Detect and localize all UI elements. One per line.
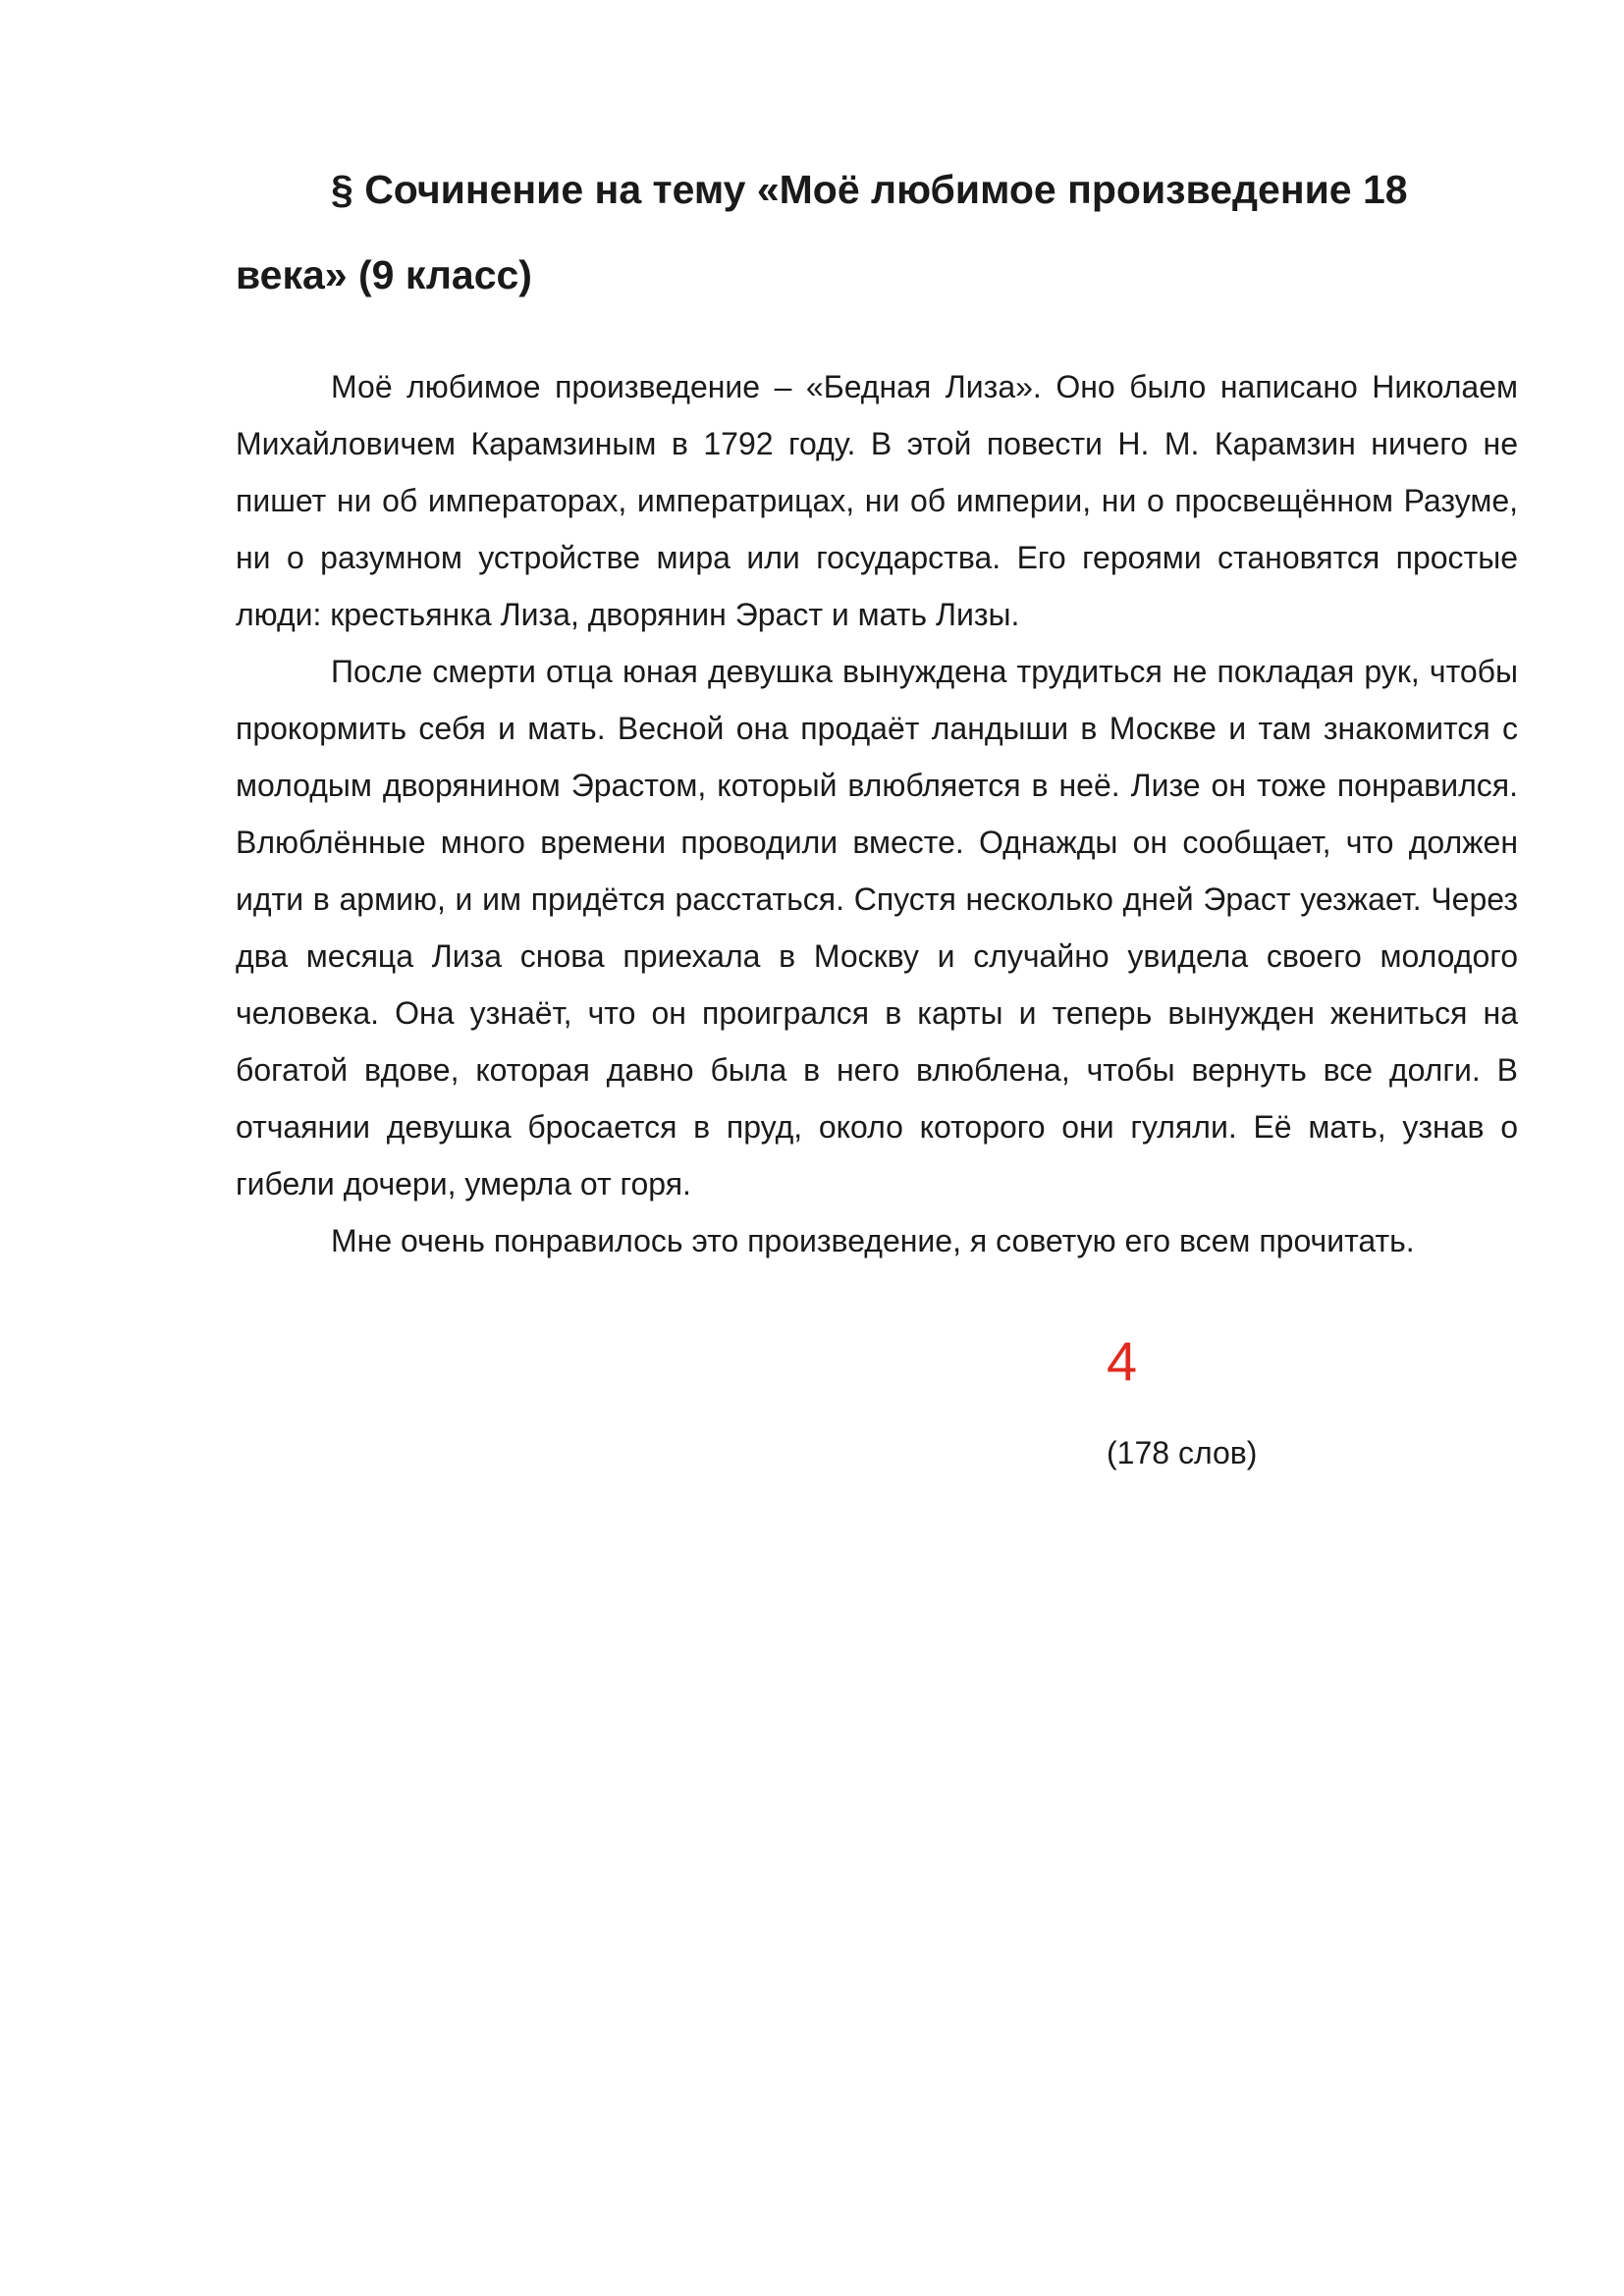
document-page bbox=[236, 147, 1518, 1269]
paragraph-conclusion: Мне очень понравилось это произведение, я советую его всем прочитать. bbox=[331, 1223, 1415, 1258]
paragraph-intro: Моё любимое произведение – «Бедная Лиза». Оно было написано Николаем Михайловичем Карамзиным в 1792 году. В этой повести Н. М. Карамзин ничего не пишет ни об императорах, императрицах, ни об империи, ни о просвещённом Разуме, ни о разумном устройстве мира или государства. Его героями становятся простые люди: крестьянка Лиза, дворянин Эраст и мать Лизы. bbox=[236, 369, 1518, 632]
paragraph-plot: После смерти отца юная девушка вынуждена трудиться не покладая рук, чтобы прокормить себя и мать. Весной она продаёт ландыши в Москве и там знакомится с молодым дворянином Эрастом, который влюбляется в неё. Лизе он тоже понравился. Влюблённые много времени проводили вместе. Однажды он сообщает, что должен идти в армию, и им придётся расстаться. Спустя несколько дней Эраст уезжает. Через два месяца Лиза снова приехала в Москву и случайно увидела своего молодого человека. Она узнаёт, что он проигрался в карты и теперь вынужден жениться на богатой вдове, которая давно была в него влюблена, чтобы вернуть все долги. В отчаянии девушка бросается в пруд, около которого они гуляли. Её мать, узнав о гибели дочери, умерла от горя. bbox=[236, 654, 1518, 1201]
word-count: (178 слов) bbox=[1107, 1435, 1258, 1470]
grade-mark: 4 bbox=[1107, 1330, 1138, 1392]
document-title: § Сочинение на тему «Моё любимое произведение 18 века» (9 класс) bbox=[236, 167, 1408, 297]
